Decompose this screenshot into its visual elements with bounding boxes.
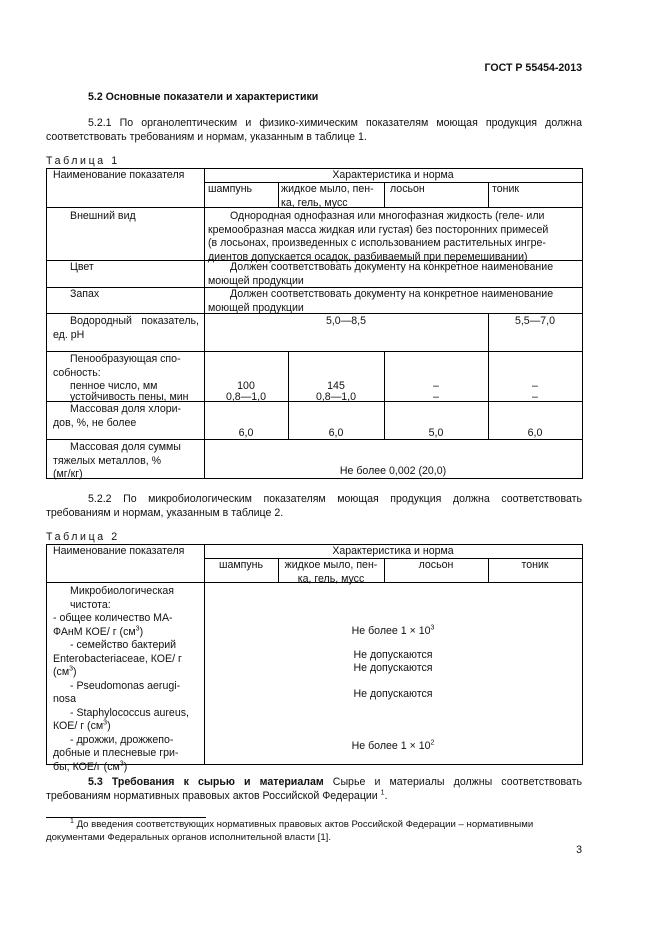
section-5-2-title: 5.2 Основные показатели и характеристики — [88, 91, 319, 103]
standard-number: ГОСТ Р 55454-2013 — [484, 62, 582, 74]
micro-value-mafanm: Не более $1 \times 10^3$ — [351, 624, 435, 637]
table2-col-lotion: лосьон — [418, 559, 454, 571]
section-5-3-title: 5.3 Требования к сырью и материалам — [88, 776, 324, 788]
paragraph-5-3: 5.3 Требования к сырью и материалам Сырье и материалы должны соответствовать требованиям нормативных правовых актов Российской Федерации $^1$. — [46, 776, 582, 802]
row-ph-name: Водородный показатель, ед. pH — [53, 315, 199, 341]
foam-soap-stability: 0,8—1,0 — [315, 391, 357, 403]
footnote: $^1$ До введения соответствующих нормативных правовых актов Российской Федерации – нормативными документами Федеральных органов исполнительной власти [1]. — [46, 817, 534, 843]
micro-item-staphylococcus: - Staphylococcus aureus, — [70, 706, 189, 719]
micro-item-pseudomonas: - Pseudomonas aerugi- — [70, 679, 181, 692]
foam-shampoo-number: 100 — [237, 380, 255, 392]
micro-item-yeast: - дрожжи, дрожжепо- — [70, 733, 174, 746]
foam-tonic-number: – — [532, 380, 538, 392]
row-foam-name: Пенообразующая спо- собность: — [53, 353, 181, 379]
row-metals-name: Массовая доля суммы тяжелых металлов, % (мг/кг) — [53, 441, 181, 480]
table1-col-tonic: тоник — [492, 183, 520, 195]
micro-value-enterobacteriaceae: Не допускаются — [353, 649, 433, 661]
row-appearance-value: Однородная однофазная или многофазная жидкость (геле- или кремообразная масса жидкая или густая) без посторонних примесей (в лосьонах, произведенных с использованием растительных ингре- диентов допускается осадок, разбиваемый при перемешивании) — [208, 210, 549, 263]
row-chlorides-name: Массовая доля хлори- дов, %, не более — [53, 403, 182, 429]
footnote-ref: 1 — [380, 788, 385, 796]
row-color-name: Цвет — [70, 261, 94, 273]
micro-value-pseudomonas: Не допускаются — [353, 662, 433, 674]
row-ph-value-tonic: 5,5—7,0 — [514, 315, 556, 327]
micro-item-mafanm: - общее количество МА- ФАнМ КОЕ/ г $(см^3)$ — [53, 612, 173, 638]
foam-lotion-number: – — [433, 380, 439, 392]
table1-col-lotion: лосьон — [390, 183, 425, 195]
row-foam-sub2: устойчивость пены, мин — [70, 391, 189, 403]
row-appearance-name: Внешний вид — [70, 210, 136, 222]
table2-head-characteristic: Характеристика и норма — [332, 545, 454, 557]
micro-item-enterobacteriaceae: - семейство бактерий — [70, 639, 177, 651]
row-odor-name: Запах — [70, 288, 100, 300]
table2-col-shampoo: шампунь — [218, 559, 264, 571]
paragraph-5-2-1: 5.2.1 По органолептическим и физико-химическим показателям моющая продукция должна соответствовать требованиям и нормам, указанным в таблице 1. — [46, 117, 582, 143]
micro-title: Микробиологическая чистота: — [70, 585, 174, 611]
table2-head-name: Наименование показателя — [53, 545, 185, 557]
table1-col-soap: жидкое мыло, пен- ка, гель, мусс — [281, 183, 374, 209]
foam-lotion-stability: – — [433, 391, 439, 403]
row-metals-value: Не более 0,002 (20,0) — [339, 465, 447, 477]
row-odor-value: Должен соответствовать документу на конкретное наименование моющей продукции — [208, 288, 554, 314]
table1-caption: Таблица 1 — [46, 155, 120, 167]
micro-value-yeast: Не более $1 \times 10^2$ — [351, 739, 435, 752]
micro-value-staphylococcus: Не допускаются — [353, 688, 433, 700]
table2-col-tonic: тоник — [521, 559, 549, 571]
page-number: 3 — [576, 844, 582, 856]
table1-head-name: Наименование показателя — [53, 169, 185, 181]
chlorides-lotion: 5,0 — [428, 427, 444, 439]
table1-col-shampoo: шампунь — [208, 183, 253, 195]
paragraph-5-2-2: 5.2.2 По микробиологическим показателям моющая продукция должна соответствовать требованиям и нормам, указанным в таблице 2. — [46, 493, 582, 519]
table1-head-characteristic: Характеристика и норма — [332, 169, 454, 181]
chlorides-soap: 6,0 — [328, 427, 344, 439]
table2-col-soap: жидкое мыло, пен- ка, гель, мусс — [284, 559, 378, 585]
chlorides-shampoo: 6,0 — [238, 427, 254, 439]
foam-soap-number: 145 — [327, 380, 345, 392]
row-color-value: Должен соответствовать документу на конкретное наименование моющей продукции — [208, 261, 554, 287]
chlorides-tonic: 6,0 — [527, 427, 543, 439]
table2-caption: Таблица 2 — [46, 531, 120, 543]
foam-shampoo-stability: 0,8—1,0 — [225, 391, 267, 403]
micro-name-block: Микробиологическая чистота: - общее количество МА- ФАнМ КОЕ/ г $(см^3)$ - семейство бактерий Enterobacteriaceae, КОЕ/ г $(см^3)$ - Pseudomonas aerugi- nosa - Staphylococcus aureus, КОЕ/ г $(см^3)$ - дрожжи, дрожжепо- добные и плесневые гри- бы, КОЕ/г $(см^3)$ — [53, 585, 203, 774]
foam-tonic-stability: – — [532, 391, 538, 403]
row-foam-sub1: пенное число, мм — [70, 380, 158, 392]
row-ph-value-main: 5,0—8,5 — [325, 315, 367, 327]
